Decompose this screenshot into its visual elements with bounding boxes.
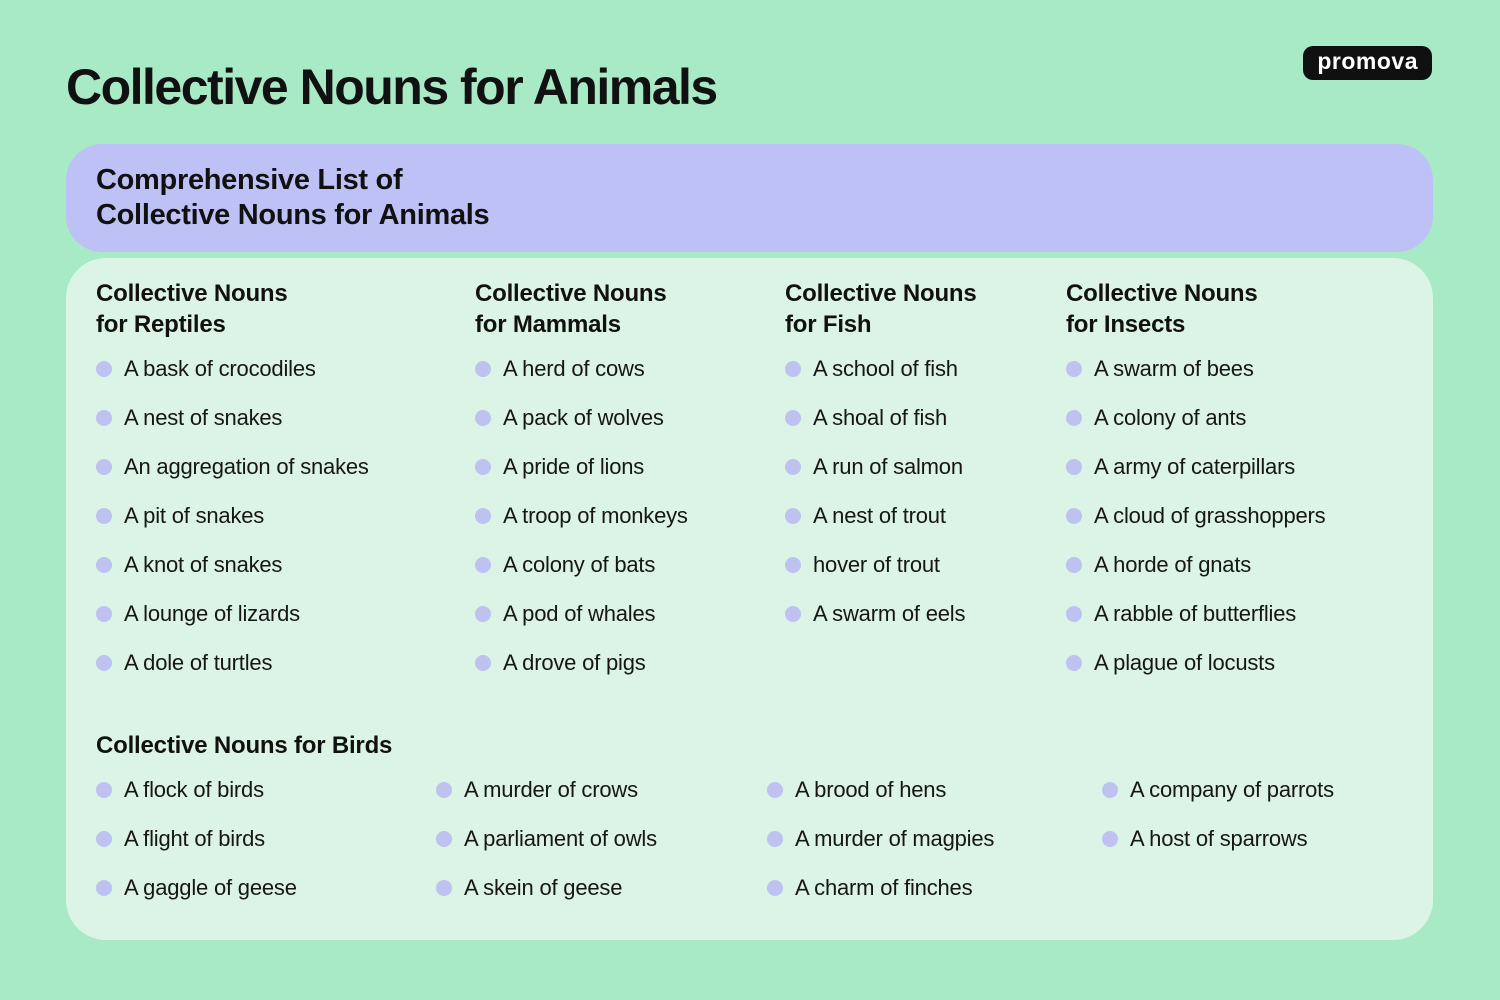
bullet-icon bbox=[475, 459, 491, 475]
list-item bbox=[1066, 491, 1423, 540]
item-label: A knot of snakes bbox=[124, 551, 283, 577]
bullet-icon bbox=[1102, 831, 1118, 847]
section-title-line-2: for Reptiles bbox=[96, 311, 226, 338]
bullet-icon bbox=[436, 831, 452, 847]
list-item bbox=[436, 863, 767, 912]
bullet-icon bbox=[475, 606, 491, 622]
item-label: A pod of whales bbox=[503, 600, 656, 626]
bullet-icon bbox=[475, 410, 491, 426]
bullet-icon bbox=[1066, 508, 1082, 524]
section-title-line-2: for Insects bbox=[1066, 311, 1186, 338]
item-label: A brood of hens bbox=[795, 776, 947, 802]
section-insects-title bbox=[1066, 278, 1423, 340]
item-label: A army of caterpillars bbox=[1094, 453, 1296, 479]
item-label: A pride of lions bbox=[503, 453, 645, 479]
bullet-icon bbox=[1066, 606, 1082, 622]
banner-line-1: Comprehensive List of bbox=[96, 164, 403, 196]
item-label: A troop of monkeys bbox=[503, 502, 688, 528]
list-item bbox=[96, 863, 436, 912]
item-label: A swarm of eels bbox=[813, 600, 966, 626]
list-item bbox=[96, 540, 475, 589]
list-item bbox=[785, 589, 1066, 638]
item-label: A colony of bats bbox=[503, 551, 656, 577]
list-item bbox=[96, 442, 475, 491]
section-title-line-1: Collective Nouns bbox=[785, 280, 977, 307]
section-fish-title bbox=[785, 278, 1066, 340]
list-item bbox=[785, 344, 1066, 393]
item-label: A flight of birds bbox=[124, 825, 265, 851]
reptiles-list bbox=[96, 344, 475, 687]
list-item bbox=[785, 442, 1066, 491]
item-label: A flock of birds bbox=[124, 776, 264, 802]
list-item bbox=[436, 765, 767, 814]
item-label: A company of parrots bbox=[1130, 776, 1334, 802]
bullet-icon bbox=[96, 831, 112, 847]
section-title-line-1: Collective Nouns bbox=[1066, 280, 1258, 307]
bullet-icon bbox=[1066, 361, 1082, 377]
item-label: A nest of trout bbox=[813, 502, 946, 528]
item-label: An aggregation of snakes bbox=[124, 453, 369, 479]
bullet-icon bbox=[767, 880, 783, 896]
section-fish bbox=[785, 278, 1066, 687]
bullet-icon bbox=[96, 361, 112, 377]
item-label: A swarm of bees bbox=[1094, 355, 1254, 381]
item-label: A dole of turtles bbox=[124, 649, 273, 675]
birds-columns bbox=[96, 761, 1423, 912]
list-item bbox=[1102, 765, 1423, 814]
bullet-icon bbox=[96, 606, 112, 622]
birds-list-column-2 bbox=[436, 765, 767, 912]
list-item bbox=[785, 393, 1066, 442]
item-label: A shoal of fish bbox=[813, 404, 947, 430]
item-label: A rabble of butterflies bbox=[1094, 600, 1297, 626]
item-label: A run of salmon bbox=[813, 453, 963, 479]
bullet-icon bbox=[1066, 557, 1082, 573]
subtitle-banner bbox=[66, 144, 1433, 252]
list-item bbox=[96, 814, 436, 863]
list-item bbox=[475, 589, 785, 638]
bullet-icon bbox=[96, 459, 112, 475]
bullet-icon bbox=[785, 557, 801, 573]
list-item bbox=[785, 491, 1066, 540]
section-title-line-2: for Mammals bbox=[475, 311, 621, 338]
page-title: Collective Nouns for Animals bbox=[66, 59, 717, 115]
list-item bbox=[767, 814, 1102, 863]
bullet-icon bbox=[436, 782, 452, 798]
section-title-line-1: Collective Nouns bbox=[96, 280, 288, 307]
bullet-icon bbox=[96, 880, 112, 896]
bullet-icon bbox=[475, 655, 491, 671]
list-item bbox=[1066, 344, 1423, 393]
list-item bbox=[1066, 393, 1423, 442]
section-title-line-2: for Fish bbox=[785, 311, 872, 338]
section-title-line-1: Collective Nouns bbox=[475, 280, 667, 307]
content-panel bbox=[66, 258, 1433, 940]
bullet-icon bbox=[1066, 459, 1082, 475]
animal-sections bbox=[96, 278, 1423, 687]
list-item bbox=[475, 638, 785, 687]
item-label: A cloud of grasshoppers bbox=[1094, 502, 1326, 528]
item-label: hover of trout bbox=[813, 551, 940, 577]
bullet-icon bbox=[96, 508, 112, 524]
list-item bbox=[96, 765, 436, 814]
list-item bbox=[436, 814, 767, 863]
list-item bbox=[475, 491, 785, 540]
list-item bbox=[1066, 540, 1423, 589]
bullet-icon bbox=[785, 361, 801, 377]
item-label: A bask of crocodiles bbox=[124, 355, 316, 381]
item-label: A lounge of lizards bbox=[124, 600, 300, 626]
item-label: A colony of ants bbox=[1094, 404, 1247, 430]
insects-list bbox=[1066, 344, 1423, 687]
list-item bbox=[96, 491, 475, 540]
bullet-icon bbox=[475, 361, 491, 377]
item-label: A pack of wolves bbox=[503, 404, 664, 430]
item-label: A plague of locusts bbox=[1094, 649, 1275, 675]
birds-section-title: Collective Nouns for Birds bbox=[96, 732, 393, 759]
item-label: A charm of finches bbox=[795, 874, 973, 900]
item-label: A herd of cows bbox=[503, 355, 645, 381]
item-label: A host of sparrows bbox=[1130, 825, 1308, 851]
item-label: A pit of snakes bbox=[124, 502, 265, 528]
bullet-icon bbox=[767, 782, 783, 798]
list-item bbox=[785, 540, 1066, 589]
item-label: A murder of magpies bbox=[795, 825, 995, 851]
bullet-icon bbox=[96, 655, 112, 671]
item-label: A parliament of owls bbox=[464, 825, 657, 851]
list-item bbox=[96, 589, 475, 638]
section-mammals bbox=[475, 278, 785, 687]
bullet-icon bbox=[1066, 655, 1082, 671]
section-reptiles-title bbox=[96, 278, 475, 340]
bullet-icon bbox=[785, 508, 801, 524]
item-label: A gaggle of geese bbox=[124, 874, 297, 900]
list-item bbox=[475, 344, 785, 393]
section-insects bbox=[1066, 278, 1423, 687]
birds-list-column-4 bbox=[1102, 765, 1423, 863]
list-item bbox=[96, 638, 475, 687]
list-item bbox=[767, 863, 1102, 912]
item-label: A murder of crows bbox=[464, 776, 638, 802]
item-label: A nest of snakes bbox=[124, 404, 283, 430]
fish-list bbox=[785, 344, 1066, 638]
section-reptiles bbox=[96, 278, 475, 687]
bullet-icon bbox=[767, 831, 783, 847]
item-label: A horde of gnats bbox=[1094, 551, 1252, 577]
mammals-list bbox=[475, 344, 785, 687]
list-item bbox=[1102, 814, 1423, 863]
list-item bbox=[475, 540, 785, 589]
banner-line-2: Collective Nouns for Animals bbox=[96, 199, 490, 231]
bullet-icon bbox=[436, 880, 452, 896]
promova-logo-text: promova bbox=[1317, 48, 1418, 74]
item-label: A drove of pigs bbox=[503, 649, 646, 675]
bullet-icon bbox=[785, 410, 801, 426]
list-item bbox=[96, 393, 475, 442]
bullet-icon bbox=[785, 459, 801, 475]
list-item bbox=[96, 344, 475, 393]
bullet-icon bbox=[1066, 410, 1082, 426]
section-mammals-title bbox=[475, 278, 785, 340]
list-item bbox=[767, 765, 1102, 814]
bullet-icon bbox=[96, 557, 112, 573]
bullet-icon bbox=[785, 606, 801, 622]
promova-logo bbox=[1303, 46, 1432, 80]
bullet-icon bbox=[1102, 782, 1118, 798]
bullet-icon bbox=[96, 782, 112, 798]
birds-list-column-1 bbox=[96, 765, 436, 912]
list-item bbox=[475, 393, 785, 442]
item-label: A skein of geese bbox=[464, 874, 623, 900]
list-item bbox=[1066, 442, 1423, 491]
list-item bbox=[475, 442, 785, 491]
bullet-icon bbox=[475, 557, 491, 573]
item-label: A school of fish bbox=[813, 355, 958, 381]
birds-list-column-3 bbox=[767, 765, 1102, 912]
bullet-icon bbox=[96, 410, 112, 426]
list-item bbox=[1066, 638, 1423, 687]
bullet-icon bbox=[475, 508, 491, 524]
list-item bbox=[1066, 589, 1423, 638]
